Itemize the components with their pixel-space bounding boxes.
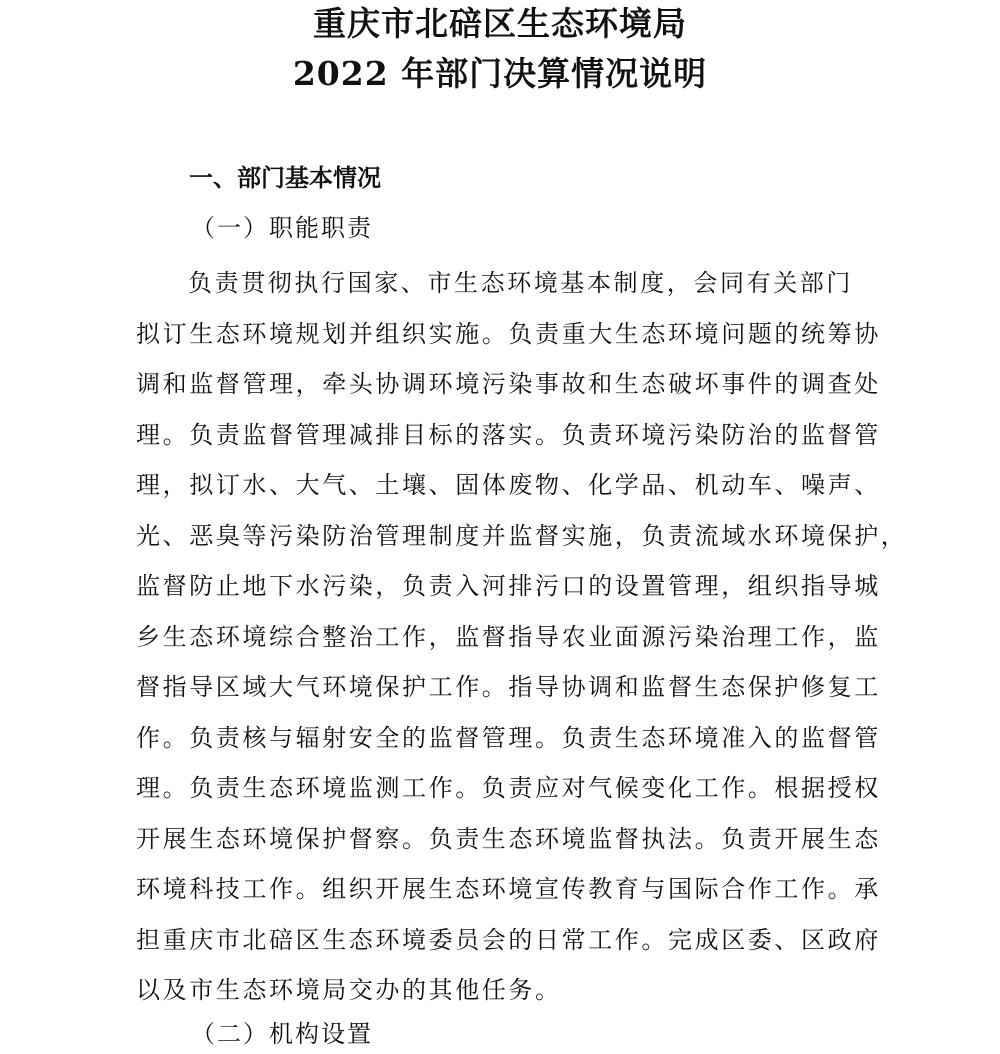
paragraph-line: 拟订生态环境规划并组织实施。负责重大生态环境问题的统筹协 — [136, 319, 881, 348]
document-title-line-2: 2022 年部门决算情况说明 — [292, 54, 708, 93]
subsection-heading-functions: （一）职能职责 — [191, 214, 373, 242]
paragraph-line: 理。负责监督管理减排目标的落实。负责环境污染防治的监督管 — [136, 420, 881, 449]
paragraph-line: 以及市生态环境局交办的其他任务。 — [136, 976, 562, 1004]
paragraph-line: 开展生态环境保护督察。负责生态环境监督执法。负责开展生态 — [136, 824, 881, 853]
paragraph-line: 环境科技工作。组织开展生态环境宣传教育与国际合作工作。承 — [136, 875, 881, 903]
paragraph-line: 督指导区域大气环境保护工作。指导协调和监督生态保护修复工 — [136, 673, 881, 701]
paragraph-line: 担重庆市北碚区生态环境委员会的日常工作。完成区委、区政府 — [136, 925, 881, 954]
paragraph-line: 光、恶臭等污染防治管理制度并监督实施，负责流域水环境保护， — [136, 521, 908, 550]
paragraph-line: 乡生态环境综合整治工作，监督指导农业面源污染治理工作，监 — [136, 622, 881, 651]
section-heading-basic-info: 一、部门基本情况 — [189, 164, 381, 192]
document-title-line-1: 重庆市北碚区生态环境局 — [313, 4, 687, 43]
paragraph-line: 理。负责生态环境监测工作。负责应对气候变化工作。根据授权 — [136, 774, 881, 802]
paragraph-line: 理，拟订水、大气、土壤、固体废物、化学品、机动车、噪声、 — [136, 471, 881, 499]
paragraph-line: 作。负责核与辐射安全的监督管理。负责生态环境准入的监督管 — [136, 723, 881, 752]
paragraph-line: 监督防止地下水污染，负责入河排污口的设置管理，组织指导城 — [136, 572, 881, 600]
functions-paragraph — [136, 258, 908, 1016]
paragraph-line: 负责贯彻执行国家、市生态环境基本制度，会同有关部门 — [188, 269, 853, 297]
paragraph-line: 调和监督管理，牵头协调环境污染事故和生态破坏事件的调查处 — [136, 370, 881, 398]
subsection-heading-organization: （二）机构设置 — [191, 1020, 373, 1048]
